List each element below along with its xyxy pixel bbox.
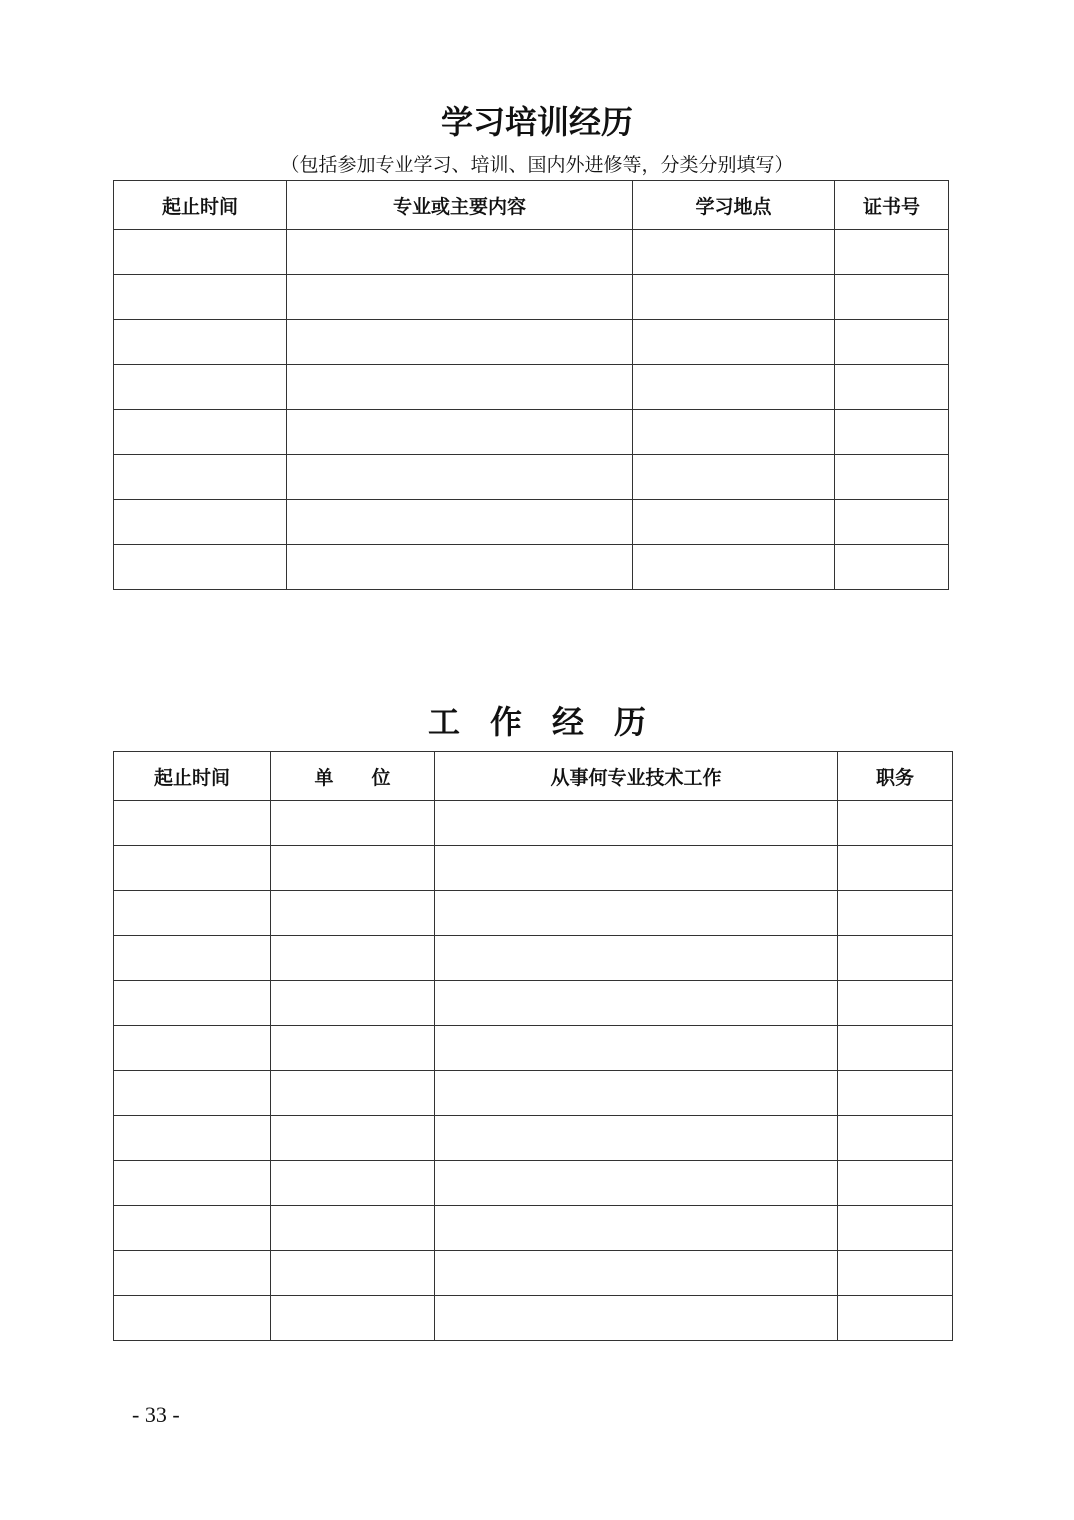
work-history-table [113,751,953,1341]
training-header-row [114,181,949,230]
table-cell[interactable] [114,455,287,500]
table-cell[interactable] [633,365,835,410]
table-cell[interactable] [633,500,835,545]
table-cell[interactable] [271,1206,435,1251]
table-cell[interactable] [835,500,949,545]
table-cell[interactable] [114,1161,271,1206]
table-cell[interactable] [838,1116,953,1161]
col-header-period: 起止时间 [114,181,287,230]
table-cell[interactable] [271,801,435,846]
table-cell[interactable] [114,545,287,590]
table-cell[interactable] [114,1251,271,1296]
training-history-table [113,180,949,590]
table-cell[interactable] [838,846,953,891]
table-cell[interactable] [435,936,838,981]
table-row [114,1161,953,1206]
table-cell[interactable] [287,230,633,275]
table-cell[interactable] [287,320,633,365]
table-cell[interactable] [114,320,287,365]
table-cell[interactable] [435,1161,838,1206]
table-cell[interactable] [835,365,949,410]
work-header-row [114,752,953,801]
table-cell[interactable] [114,1071,271,1116]
table-cell[interactable] [114,500,287,545]
table-cell[interactable] [838,936,953,981]
table-row [114,936,953,981]
table-cell[interactable] [114,891,271,936]
table-cell[interactable] [838,1296,953,1341]
table-row [114,1296,953,1341]
table-cell[interactable] [838,1206,953,1251]
table-cell[interactable] [435,1251,838,1296]
page-number: - 33 - [132,1402,180,1427]
table-cell[interactable] [835,455,949,500]
table-row [114,545,949,590]
table-cell[interactable] [633,545,835,590]
table-cell[interactable] [838,891,953,936]
table-row [114,801,953,846]
table-cell[interactable] [271,936,435,981]
table-row [114,891,953,936]
table-cell[interactable] [114,1296,271,1341]
table-row [114,455,949,500]
table-cell[interactable] [838,801,953,846]
col-header-employer: 单 位 [271,752,435,801]
table-cell[interactable] [271,891,435,936]
col-header-specialty: 从事何专业技术工作 [435,752,838,801]
table-cell[interactable] [633,320,835,365]
col-header-period: 起止时间 [114,752,271,801]
table-row [114,1026,953,1071]
table-cell[interactable] [835,545,949,590]
table-cell[interactable] [435,981,838,1026]
col-header-content: 专业或主要内容 [287,181,633,230]
table-cell[interactable] [287,365,633,410]
table-cell[interactable] [114,410,287,455]
table-cell[interactable] [435,1026,838,1071]
table-cell[interactable] [114,275,287,320]
table-cell[interactable] [835,230,949,275]
table-cell[interactable] [435,801,838,846]
table-row [114,365,949,410]
training-section-note: （包括参加专业学习、培训、国内外进修等，分类分别填写） [280,154,794,176]
table-cell[interactable] [633,275,835,320]
table-cell[interactable] [633,455,835,500]
table-cell[interactable] [287,545,633,590]
table-cell[interactable] [114,801,271,846]
table-row [114,1206,953,1251]
table-cell[interactable] [114,1026,271,1071]
table-cell[interactable] [838,981,953,1026]
table-cell[interactable] [435,891,838,936]
table-cell[interactable] [435,1296,838,1341]
table-cell[interactable] [271,1071,435,1116]
table-cell[interactable] [114,981,271,1026]
table-cell[interactable] [435,1206,838,1251]
training-section-title: 学习培训经历 [440,103,633,141]
table-cell[interactable] [271,1296,435,1341]
table-cell[interactable] [633,410,835,455]
table-row [114,846,953,891]
table-row [114,230,949,275]
table-row [114,410,949,455]
table-row [114,1116,953,1161]
table-cell[interactable] [838,1026,953,1071]
table-cell[interactable] [287,275,633,320]
table-cell[interactable] [271,1161,435,1206]
table-cell[interactable] [435,846,838,891]
table-row [114,981,953,1026]
table-cell[interactable] [838,1071,953,1116]
table-cell[interactable] [838,1161,953,1206]
table-cell[interactable] [835,275,949,320]
table-cell[interactable] [271,846,435,891]
table-cell[interactable] [287,500,633,545]
table-row [114,275,949,320]
table-cell[interactable] [835,410,949,455]
table-cell[interactable] [114,230,287,275]
col-header-position: 职务 [838,752,953,801]
table-row [114,1071,953,1116]
table-cell[interactable] [271,1026,435,1071]
table-cell[interactable] [287,410,633,455]
work-section-title: 工作经历 [427,703,676,741]
table-cell[interactable] [838,1251,953,1296]
table-cell[interactable] [435,1116,838,1161]
table-cell[interactable] [435,1071,838,1116]
table-cell[interactable] [271,1116,435,1161]
table-row [114,320,949,365]
table-cell[interactable] [271,981,435,1026]
table-cell[interactable] [835,320,949,365]
table-cell[interactable] [271,1251,435,1296]
table-row [114,500,949,545]
col-header-certificate: 证书号 [835,181,949,230]
table-cell[interactable] [114,936,271,981]
col-header-location: 学习地点 [633,181,835,230]
table-cell[interactable] [633,230,835,275]
table-row [114,1251,953,1296]
table-cell[interactable] [114,1206,271,1251]
table-cell[interactable] [287,455,633,500]
work-table-body [114,801,953,1341]
table-cell[interactable] [114,1116,271,1161]
table-cell[interactable] [114,365,287,410]
table-cell[interactable] [114,846,271,891]
training-table-body [114,230,949,590]
